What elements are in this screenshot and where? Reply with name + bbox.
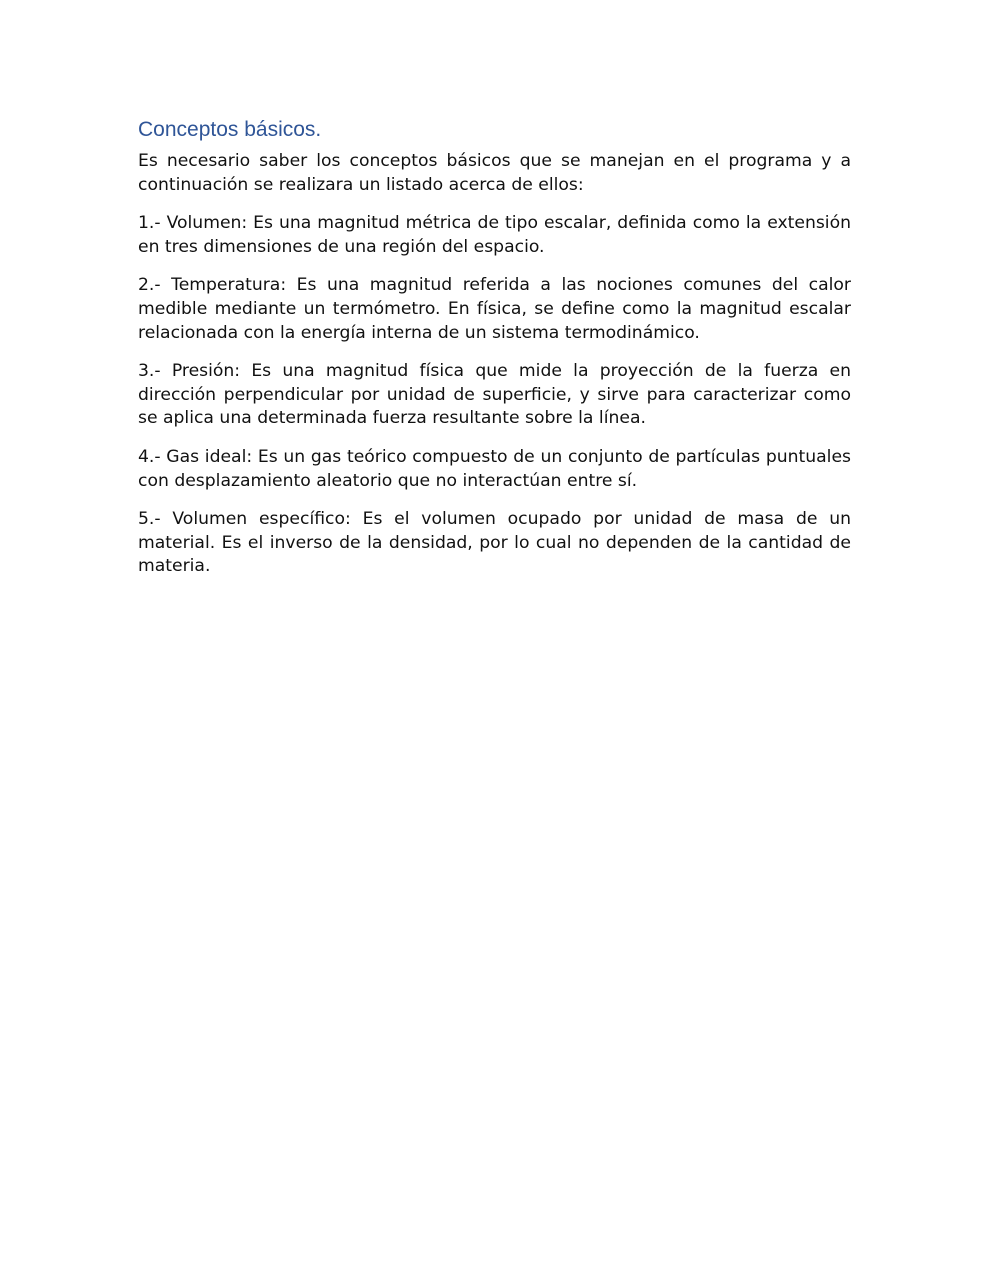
concept-presion: 3.- Presión: Es una magnitud física que mide la proyección de la fuerza en dirección perpendicular por unidad de superficie, y sirve para caracterizar como se aplica una determinada fuerza resultante sobre la línea. <box>138 361 851 429</box>
concept-volumen: 1.- Volumen: Es una magnitud métrica de tipo escalar, definida como la extensión en tres dimensiones de una región del espacio. <box>138 213 851 257</box>
section-heading: Conceptos básicos. <box>138 118 322 141</box>
intro-paragraph: Es necesario saber los conceptos básicos que se manejan en el programa y a continuación se realizara un listado acerca de ellos: <box>138 151 851 195</box>
concept-gas-ideal: 4.- Gas ideal: Es un gas teórico compuesto de un conjunto de partículas puntuales con desplazamiento aleatorio que no interactúan entre sí. <box>138 446 851 491</box>
page-content <box>138 116 851 594</box>
concept-volumen-especifico: 5.- Volumen específico: Es el volumen ocupado por unidad de masa de un material. Es el inverso de la densidad, por lo cual no dependen de la cantidad de materia. <box>138 509 851 577</box>
concept-temperatura: 2.- Temperatura: Es una magnitud referida a las nociones comunes del calor medible mediante un termómetro. En física, se define como la magnitud escalar relacionada con la energía interna de un sistema termodinámico. <box>138 275 851 343</box>
